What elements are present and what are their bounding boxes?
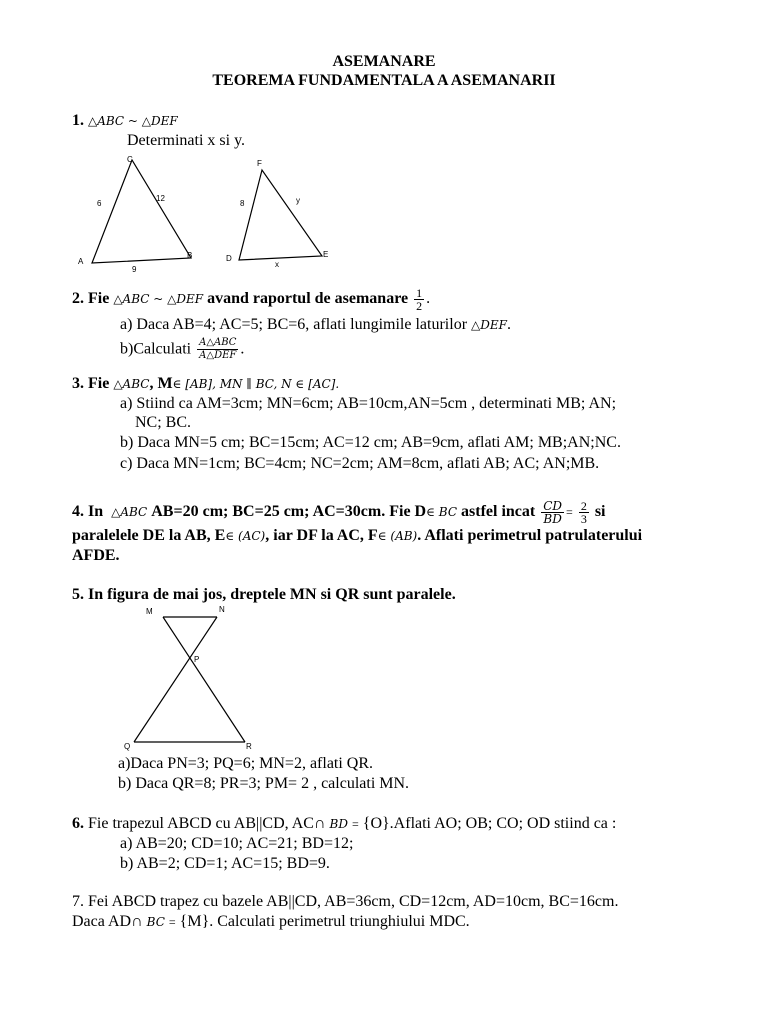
problem-2-a-text: a) Daca AB=4; AC=5; BC=6, aflati lungimile laturilor [120, 316, 468, 333]
problem-4-l2e: . Aflati perimetrul patrulaterului [417, 527, 643, 544]
problem-2-lead: Fie [88, 290, 110, 308]
problem-7-text2a: Daca AD [72, 913, 132, 930]
triangle-def [239, 170, 322, 260]
figure-5-parallel-lines [110, 600, 270, 760]
problem-2-b-end: . [240, 340, 245, 358]
problem-1-heading [72, 112, 178, 130]
triangle-abc [92, 160, 191, 263]
problem-5-b: b) Daca QR=8; PR=3; PM= 2 , calculati MN. [118, 775, 410, 792]
problem-7-text2b: {M}. Calculati perimetrul triunghiului MDC. [179, 913, 470, 930]
problem-4-text3: si [594, 503, 606, 521]
label-n: N [219, 605, 225, 614]
problem-2-b [120, 337, 244, 362]
problem-4-eq: = [566, 505, 573, 520]
page-title: ASEMANARE [332, 53, 436, 70]
problem-1-similarity: △ABC ~ △DEF [88, 114, 178, 128]
problem-7-bc: BC [146, 915, 165, 929]
problem-4-ratio-cd-bd [541, 500, 564, 525]
figure-1-triangles [70, 150, 350, 280]
problem-4-line2 [72, 527, 642, 545]
problem-2-number: 2. [72, 290, 84, 308]
ratio-cd: CD [543, 499, 563, 513]
problem-4-number: 4. [72, 503, 84, 521]
label-r: R [246, 742, 252, 751]
problem-2-b-text: b)Calculati [120, 340, 192, 358]
ratio-numerator: 1 [416, 286, 423, 300]
problem-1-number: 1. [72, 112, 84, 129]
label-side-ab: 9 [132, 265, 137, 274]
label-a: A [78, 257, 84, 266]
label-c: C [127, 155, 133, 164]
problem-6-a: a) AB=20; CD=10; AC=21; BD=12; [120, 835, 354, 852]
label-b: B [187, 251, 193, 260]
problem-4-in-ab: ∈ (AB) [377, 529, 418, 543]
problem-6-text2: {O}.Aflati AO; OB; CO; OD stiind ca : [362, 815, 617, 832]
problem-6-eq: = [351, 817, 359, 831]
problem-4-l2c: , iar DF la AC, F [265, 527, 378, 544]
problem-4-triangle: △ABC [111, 505, 148, 520]
problem-7-line1 [72, 893, 618, 911]
problem-4-ratio-value [579, 500, 589, 525]
problem-4-text2: astfel incat [461, 503, 536, 521]
problem-1-text: Determinati x si y. [127, 132, 246, 149]
problem-3-c: c) Daca MN=1cm; BC=4cm; NC=2cm; AM=8cm, aflati AB; AC; AN;MB. [120, 455, 600, 472]
problem-4-l2a: paralelele DE la AB, E [72, 527, 226, 544]
problem-2-mid: avand raportul de asemanare [207, 290, 409, 308]
ratio-denominator: 2 [416, 299, 423, 313]
problem-4-in-ac: ∈ (AC) [225, 529, 266, 543]
problem-3-b: b) Daca MN=5 cm; BC=15cm; AC=12 cm; AB=9cm, aflati AM; MB;AN;NC. [120, 434, 621, 451]
problem-2-a [120, 316, 511, 334]
problem-2-heading [72, 287, 430, 312]
ratio-bd: BD [543, 512, 562, 526]
problem-3-sep: , M [149, 375, 173, 392]
problem-4-text1: AB=20 cm; BC=25 cm; AC=30cm. Fie D [151, 503, 427, 521]
problem-6-b: b) AB=2; CD=1; AC=15; BD=9. [120, 855, 330, 872]
problem-2-end: . [426, 290, 431, 308]
area-numerator: A△ABC [199, 337, 237, 348]
label-m: M [146, 607, 153, 616]
problem-6-text1: Fie trapezul ABCD cu AB||CD, AC [88, 815, 314, 832]
problem-5-number: 5. [72, 586, 84, 603]
problem-3-number: 3. [72, 375, 84, 392]
problem-5-text: In figura de mai jos, dreptele MN si QR sunt paralele. [88, 586, 456, 603]
problem-3-heading [72, 375, 339, 393]
page-subtitle: TEOREMA FUNDAMENTALA A ASEMANARII [212, 72, 556, 89]
area-denominator: A△DEF [199, 350, 237, 361]
problem-4-line3: AFDE. [72, 547, 120, 564]
label-p: P [194, 655, 200, 664]
problem-6-cap: ∩ [313, 815, 326, 832]
label-e: E [323, 250, 329, 259]
problem-4-lead: In [88, 503, 104, 521]
problem-7-text1: Fei ABCD trapez cu bazele AB||CD, AB=36cm, CD=12cm, AD=10cm, BC=16cm. [88, 893, 619, 910]
problem-2-a-triangle: △DEF [471, 318, 507, 332]
problem-6-bd: BD [329, 817, 348, 831]
problem-2-a-end: . [506, 316, 511, 333]
label-q: Q [124, 742, 131, 751]
problem-5-a: a)Daca PN=3; PQ=6; MN=2, aflati QR. [118, 755, 374, 772]
problem-6-number: 6. [72, 815, 84, 832]
problem-4-line1 [72, 500, 606, 525]
label-d: D [226, 254, 232, 263]
ratio-value-num: 2 [580, 499, 587, 513]
problem-3-condition: ∈ [AB], MN ∥ BC, N ∈ [AC]. [172, 377, 340, 391]
problem-3-triangle: △ABC [113, 377, 150, 391]
problem-3-lead: Fie [88, 375, 110, 392]
label-side-ef: y [296, 196, 300, 205]
ratio-value-den: 3 [580, 512, 587, 526]
label-side-de: x [275, 260, 279, 269]
problem-2-similarity: △ABC ~ △DEF [113, 292, 204, 307]
problem-3-a-line1: a) Stiind ca AM=3cm; MN=6cm; AB=10cm,AN=5cm , determinati MB; AN; [120, 395, 617, 412]
problem-2-b-fraction [197, 337, 238, 362]
problem-6-heading [72, 815, 616, 833]
problem-7-line2 [72, 913, 470, 931]
label-f: F [257, 159, 262, 168]
problem-4-in-bc: ∈ BC [426, 505, 458, 520]
problem-2-ratio [414, 287, 424, 312]
problem-7-cap: ∩ [131, 913, 143, 930]
problem-3-a-line2: NC; BC. [135, 414, 192, 431]
label-side-df: 8 [240, 199, 245, 208]
label-side-bc: 12 [156, 194, 165, 203]
problem-7-eq: = [168, 915, 176, 929]
problem-7-number: 7. [72, 893, 84, 910]
label-side-ac: 6 [97, 199, 102, 208]
